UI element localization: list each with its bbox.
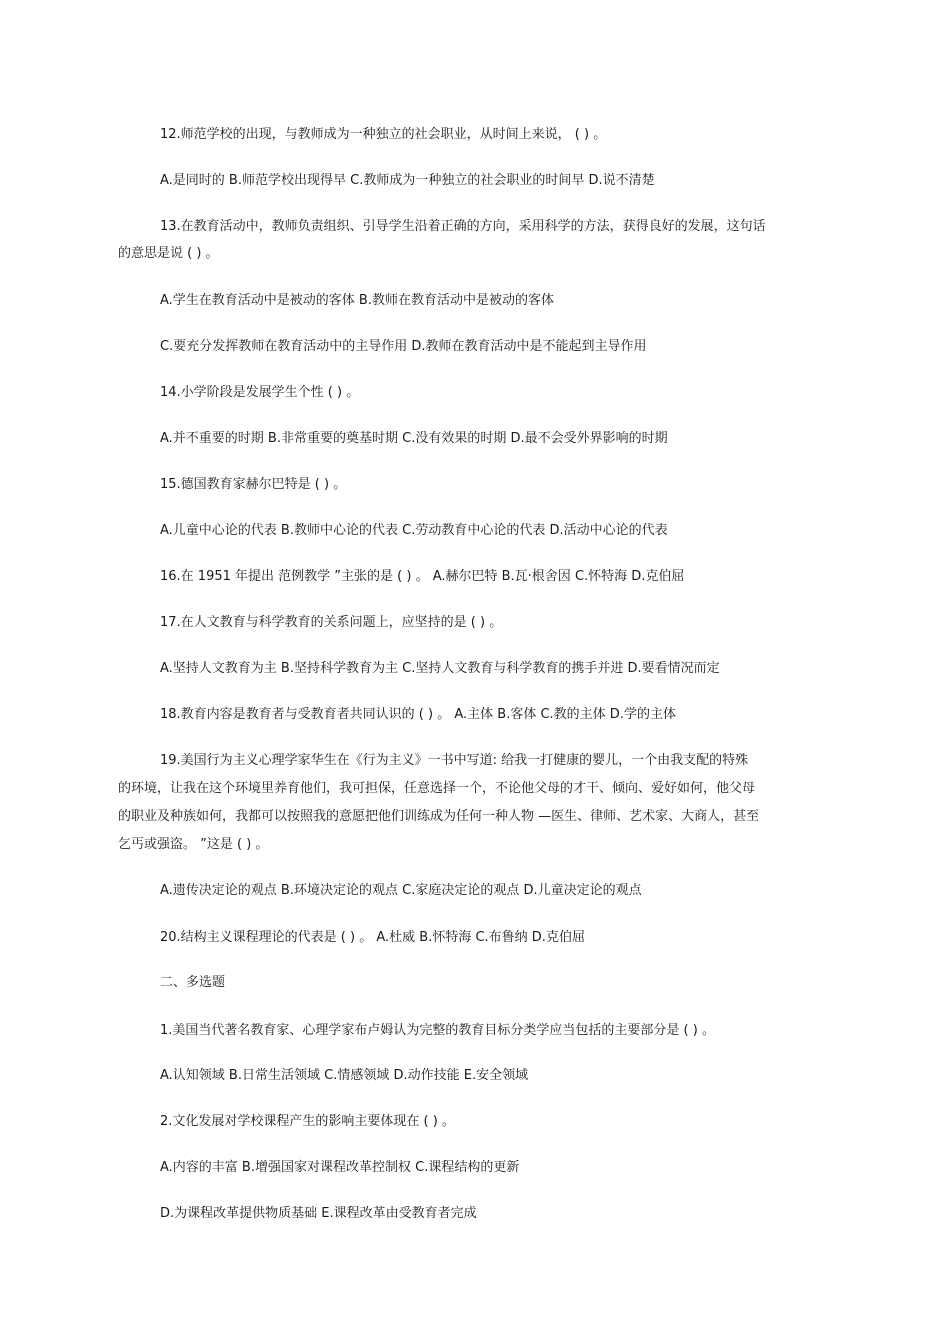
question-20: 20.结构主义课程理论的代表是 ( ) 。 A.杜威 B.怀特海 C.布鲁纳 D.克伯屈 <box>160 930 585 945</box>
question-13-options-cd: C.要充分发挥教师在教育活动中的主导作用 D.教师在教育活动中是不能起到主导作用 <box>160 339 647 354</box>
question-16: 16.在 1951 年提出 范例教学 ”主张的是 ( ) 。 A.赫尔巴特 B.瓦·根舍因 C.怀特海 D.克伯屈 <box>160 569 685 584</box>
multi-question-1: 1.美国当代著名教育家、心理学家布卢姆认为完整的教育目标分类学应当包括的主要部分是 ( ) 。 <box>160 1023 715 1038</box>
question-19-options: A.遗传决定论的观点 B.环境决定论的观点 C.家庭决定论的观点 D.儿童决定论的观点 <box>160 883 642 898</box>
question-18: 18.教育内容是教育者与受教育者共同认识的 ( ) 。 A.主体 B.客体 C.教的主体 D.学的主体 <box>160 707 676 722</box>
multi-question-2: 2.文化发展对学校课程产生的影响主要体现在 ( ) 。 <box>160 1114 455 1129</box>
question-15: 15.德国教育家赫尔巴特是 ( ) 。 <box>160 477 347 492</box>
multi-question-2-options-de: D.为课程改革提供物质基础 E.课程改革由受教育者完成 <box>160 1206 477 1221</box>
question-13: 13.在教育活动中，教师负责组织、引导学生沿着正确的方向，采用科学的方法，获得良好的发展，这句话 <box>160 219 766 234</box>
question-15-options: A.儿童中心论的代表 B.教师中心论的代表 C.劳动教育中心论的代表 D.活动中心论的代表 <box>160 523 668 538</box>
question-12: 12.师范学校的出现，与教师成为一种独立的社会职业，从时间上来说， ( ) 。 <box>160 127 607 142</box>
question-14-options: A.并不重要的时期 B.非常重要的奠基时期 C.没有效果的时期 D.最不会受外界影响的时期 <box>160 431 668 446</box>
question-19: 19.美国行为主义心理学家华生在《行为主义》一书中写道: 给我一打健康的婴儿，一个由我支配的特殊 <box>160 753 749 768</box>
question-19-continued-3: 乞丐或强盗。 ”这是 ( ) 。 <box>118 837 269 852</box>
question-12-options: A.是同时的 B.师范学校出现得早 C.教师成为一种独立的社会职业的时间早 D.说不清楚 <box>160 173 655 188</box>
question-17-options: A.坚持人文教育为主 B.坚持科学教育为主 C.坚持人文教育与科学教育的携手并进 D.要看情况而定 <box>160 661 720 676</box>
multi-question-2-options-abc: A.内容的丰富 B.增强国家对课程改革控制权 C.课程结构的更新 <box>160 1160 520 1175</box>
question-13-options-ab: A.学生在教育活动中是被动的客体 B.教师在教育活动中是被动的客体 <box>160 293 554 308</box>
question-13-continued: 的意思是说 ( ) 。 <box>118 246 219 261</box>
section-heading: 二、多选题 <box>160 975 226 990</box>
question-14: 14.小学阶段是发展学生个性 ( ) 。 <box>160 385 360 400</box>
multi-question-1-options: A.认知领域 B.日常生活领域 C.情感领域 D.动作技能 E.安全领域 <box>160 1068 529 1083</box>
question-17: 17.在人文教育与科学教育的关系问题上，应坚持的是 ( ) 。 <box>160 615 503 630</box>
question-19-continued-1: 的环境，让我在这个环境里养育他们，我可担保，任意选择一个，不论他父母的才干、倾向、爱好如何，他父母 <box>118 781 756 796</box>
question-19-continued-2: 的职业及种族如何，我都可以按照我的意愿把他们训练成为任何一种人物 —医生、律师、艺术家、大商人，甚至 <box>118 809 760 824</box>
